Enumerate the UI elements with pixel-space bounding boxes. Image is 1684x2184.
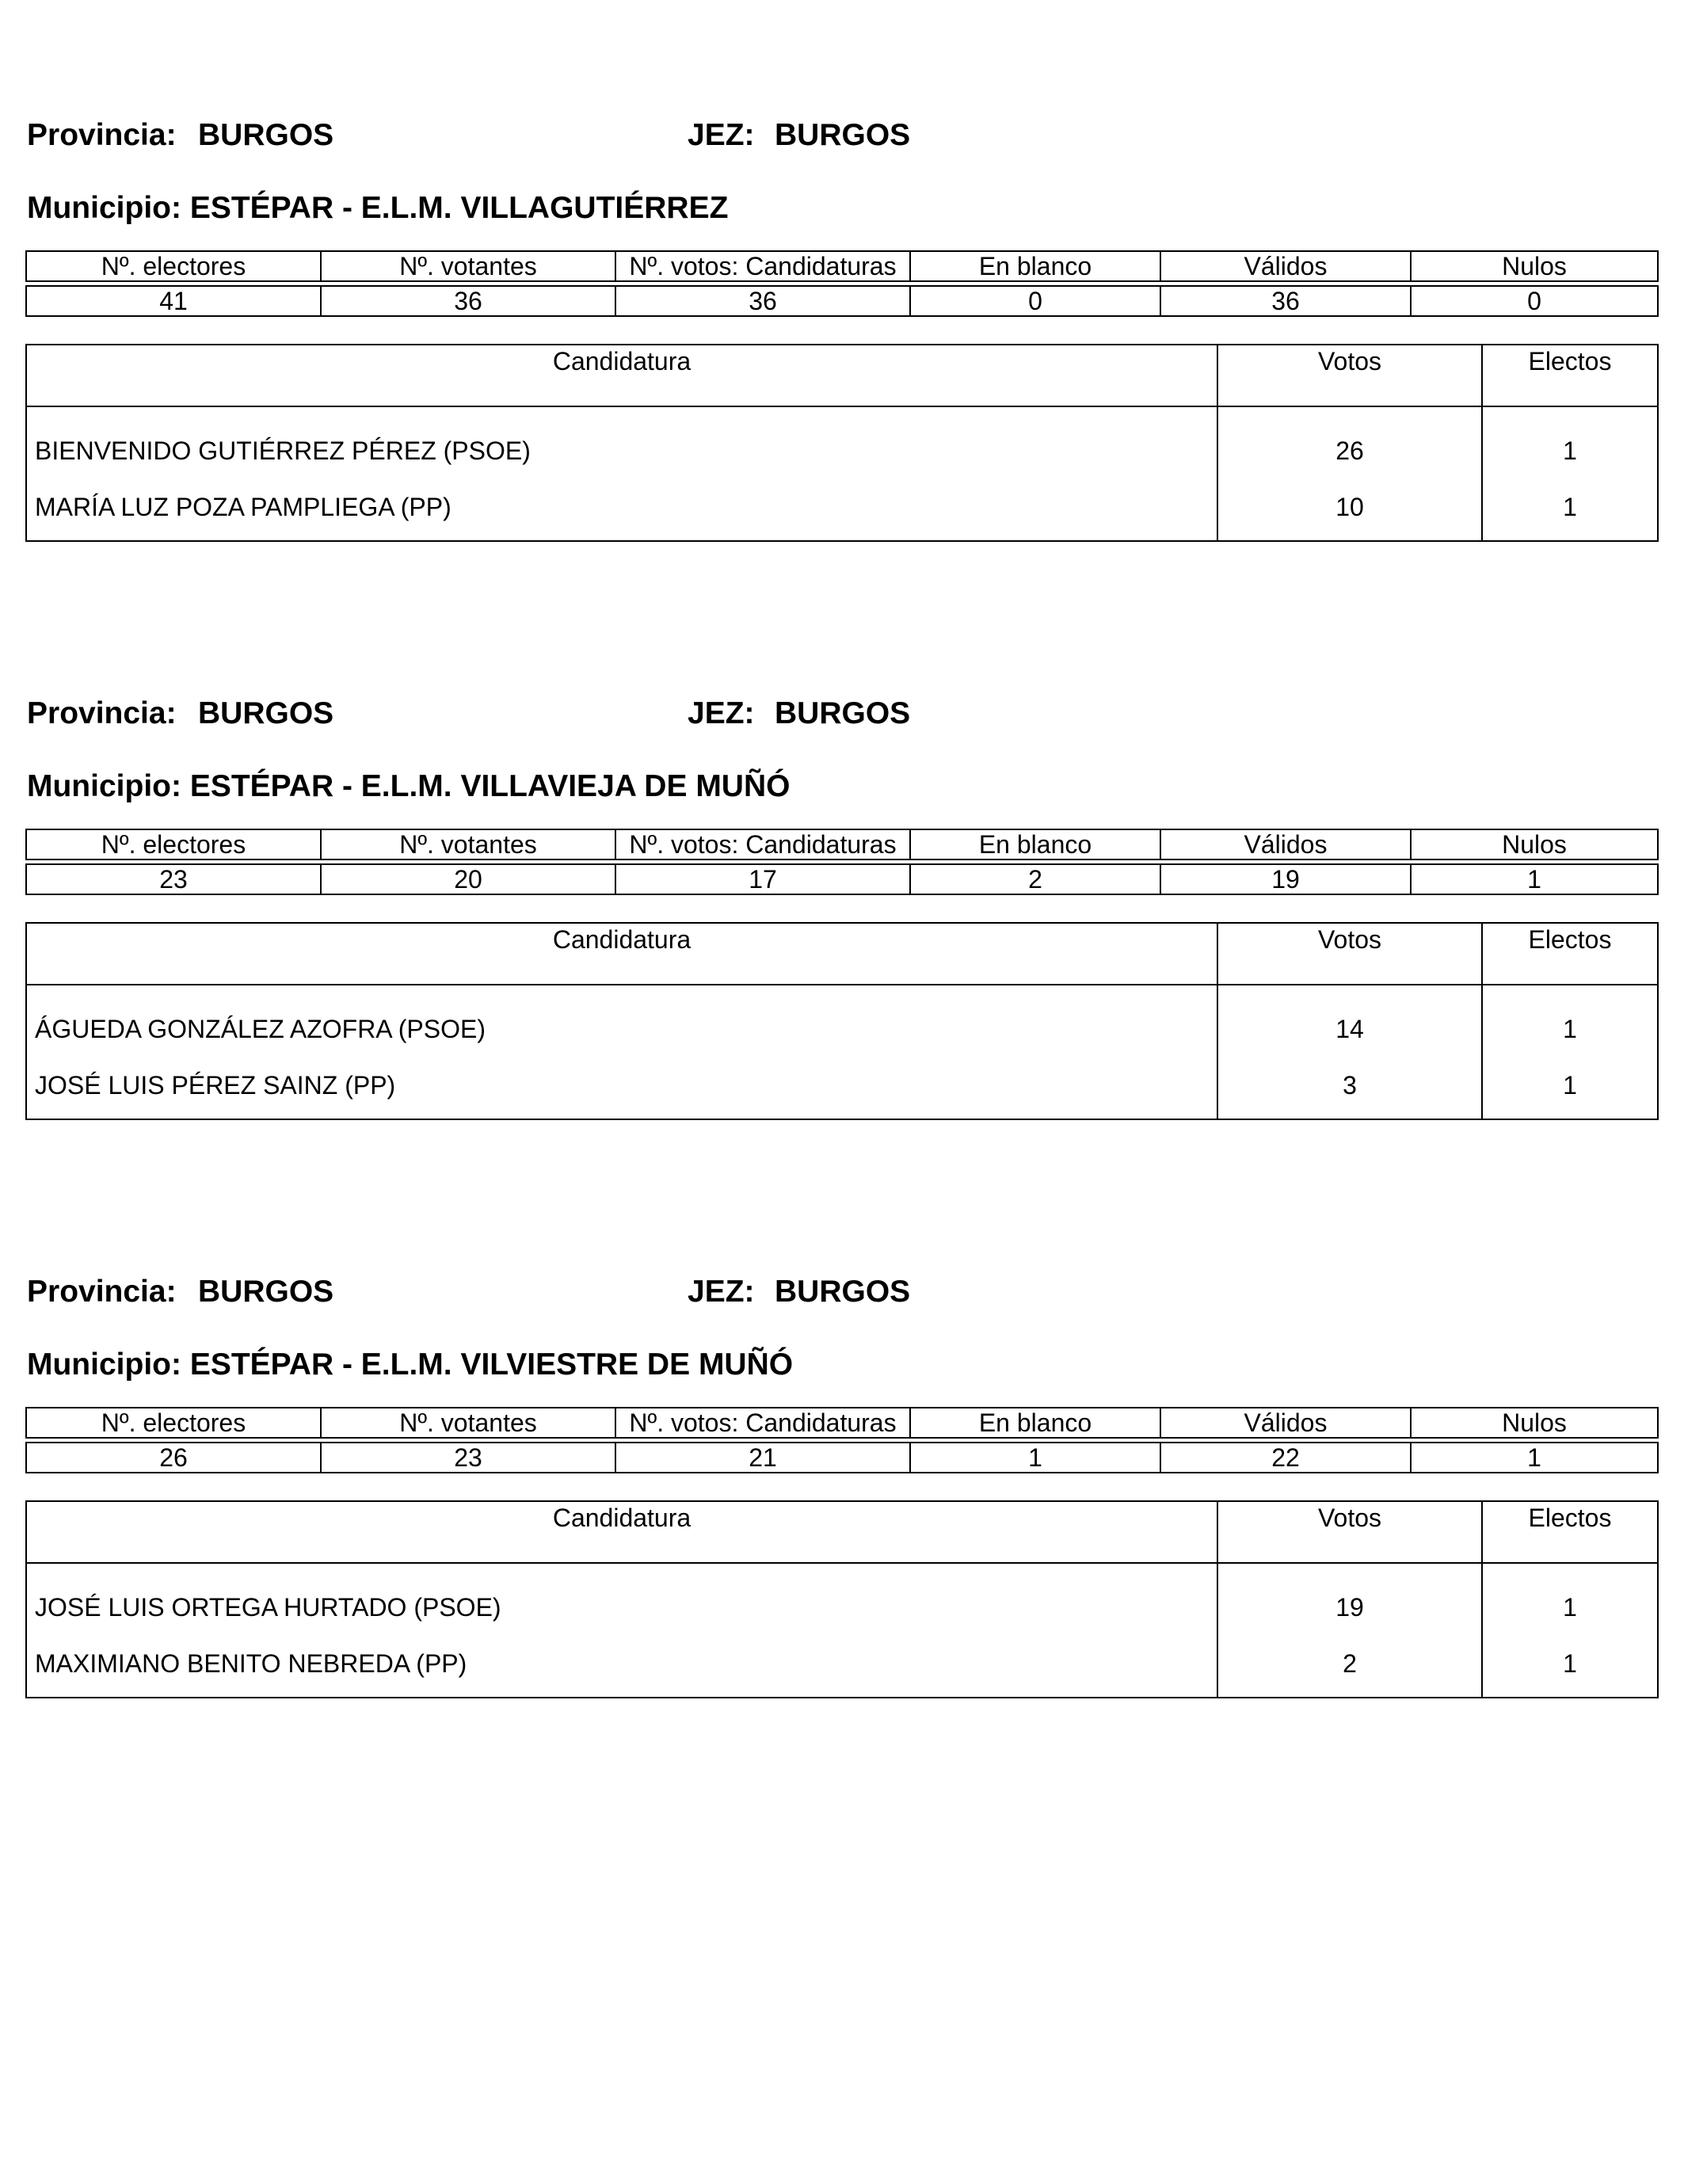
candidate-electos: 1 bbox=[1482, 474, 1658, 541]
stats-value-electores: 26 bbox=[26, 1443, 321, 1473]
table-row bbox=[26, 474, 1658, 541]
municipio-title bbox=[27, 1347, 793, 1383]
stats-header-row bbox=[26, 829, 1658, 859]
candidate-name: JOSÉ LUIS PÉREZ SAINZ (PP) bbox=[26, 1052, 1217, 1119]
stats-value-blanco: 0 bbox=[910, 286, 1160, 316]
header-line bbox=[25, 1274, 1657, 1321]
stats-header-electores: Nº. electores bbox=[26, 1408, 321, 1438]
stats-value-votantes: 20 bbox=[321, 864, 615, 894]
cand-header-electos: Electos bbox=[1482, 1501, 1658, 1563]
stats-header-electores: Nº. electores bbox=[26, 829, 321, 859]
stats-header-nulos: Nulos bbox=[1411, 251, 1658, 281]
candidate-votos: 10 bbox=[1217, 474, 1482, 541]
stats-value-candidaturas: 36 bbox=[615, 286, 910, 316]
candidate-electos: 1 bbox=[1482, 406, 1658, 474]
cand-header-votos: Votos bbox=[1217, 923, 1482, 985]
municipio-label: Municipio: bbox=[27, 191, 181, 225]
stats-header-blanco: En blanco bbox=[910, 251, 1160, 281]
jez-label: JEZ: bbox=[688, 118, 755, 152]
provincia-label: Provincia: bbox=[27, 118, 177, 152]
stats-value-blanco: 2 bbox=[910, 864, 1160, 894]
provincia-value: BURGOS bbox=[198, 118, 334, 152]
stats-header-validos: Válidos bbox=[1160, 251, 1411, 281]
stats-header-candidaturas: Nº. votos: Candidaturas bbox=[615, 251, 910, 281]
header-line bbox=[25, 117, 1657, 165]
stats-header-votantes: Nº. votantes bbox=[321, 829, 615, 859]
stats-header-candidaturas: Nº. votos: Candidaturas bbox=[615, 1408, 910, 1438]
stats-table bbox=[25, 250, 1659, 317]
table-row bbox=[26, 406, 1658, 474]
stats-header-blanco: En blanco bbox=[910, 1408, 1160, 1438]
cand-header-votos: Votos bbox=[1217, 1501, 1482, 1563]
table-row bbox=[26, 1630, 1658, 1698]
candidates-table bbox=[25, 922, 1659, 1120]
cand-header-candidatura: Candidatura bbox=[26, 923, 1217, 985]
stats-value-electores: 41 bbox=[26, 286, 321, 316]
candidates-table bbox=[25, 344, 1659, 542]
candidate-votos: 19 bbox=[1217, 1563, 1482, 1630]
municipio-value: ESTÉPAR - E.L.M. VILVIESTRE DE MUÑÓ bbox=[189, 1347, 794, 1382]
stats-header-nulos: Nulos bbox=[1411, 829, 1658, 859]
jez-label: JEZ: bbox=[688, 1275, 755, 1309]
stats-header-electores: Nº. electores bbox=[26, 251, 321, 281]
candidates-header-row bbox=[26, 1501, 1658, 1563]
stats-header-row bbox=[26, 251, 1658, 281]
stats-value-votantes: 23 bbox=[321, 1443, 615, 1473]
cand-header-candidatura: Candidatura bbox=[26, 1501, 1217, 1563]
cand-header-votos: Votos bbox=[1217, 345, 1482, 406]
jez-value: BURGOS bbox=[775, 118, 911, 152]
stats-value-row bbox=[26, 864, 1658, 894]
stats-header-validos: Válidos bbox=[1160, 1408, 1411, 1438]
stats-value-votantes: 36 bbox=[321, 286, 615, 316]
cand-header-candidatura: Candidatura bbox=[26, 345, 1217, 406]
candidate-name: BIENVENIDO GUTIÉRREZ PÉREZ (PSOE) bbox=[26, 406, 1217, 474]
stats-value-row bbox=[26, 286, 1658, 316]
candidate-name: MARÍA LUZ POZA PAMPLIEGA (PP) bbox=[26, 474, 1217, 541]
jez-value: BURGOS bbox=[775, 1275, 911, 1309]
candidate-name: MAXIMIANO BENITO NEBREDA (PP) bbox=[26, 1630, 1217, 1698]
provincia-label: Provincia: bbox=[27, 696, 177, 730]
stats-header-candidaturas: Nº. votos: Candidaturas bbox=[615, 829, 910, 859]
municipio-title bbox=[27, 190, 728, 227]
stats-value-candidaturas: 21 bbox=[615, 1443, 910, 1473]
stats-header-validos: Válidos bbox=[1160, 829, 1411, 859]
candidate-name: ÁGUEDA GONZÁLEZ AZOFRA (PSOE) bbox=[26, 985, 1217, 1052]
municipio-value: ESTÉPAR - E.L.M. VILLAVIEJA DE MUÑÓ bbox=[189, 769, 791, 803]
stats-header-votantes: Nº. votantes bbox=[321, 251, 615, 281]
candidates-header-row bbox=[26, 345, 1658, 406]
candidate-electos: 1 bbox=[1482, 1052, 1658, 1119]
provincia-label: Provincia: bbox=[27, 1275, 177, 1309]
municipio-value: ESTÉPAR - E.L.M. VILLAGUTIÉRREZ bbox=[189, 191, 729, 225]
municipio-label: Municipio: bbox=[27, 769, 181, 803]
candidate-votos: 2 bbox=[1217, 1630, 1482, 1698]
candidate-name: JOSÉ LUIS ORTEGA HURTADO (PSOE) bbox=[26, 1563, 1217, 1630]
stats-value-validos: 36 bbox=[1160, 286, 1411, 316]
stats-value-candidaturas: 17 bbox=[615, 864, 910, 894]
provincia-value: BURGOS bbox=[198, 1275, 334, 1309]
stats-header-votantes: Nº. votantes bbox=[321, 1408, 615, 1438]
stats-header-nulos: Nulos bbox=[1411, 1408, 1658, 1438]
stats-header-blanco: En blanco bbox=[910, 829, 1160, 859]
municipio-label: Municipio: bbox=[27, 1347, 181, 1382]
candidate-electos: 1 bbox=[1482, 1630, 1658, 1698]
stats-value-nulos: 1 bbox=[1411, 1443, 1658, 1473]
header-line bbox=[25, 696, 1657, 743]
provincia-value: BURGOS bbox=[198, 696, 334, 730]
candidate-votos: 26 bbox=[1217, 406, 1482, 474]
candidate-electos: 1 bbox=[1482, 1563, 1658, 1630]
stats-value-validos: 22 bbox=[1160, 1443, 1411, 1473]
jez-value: BURGOS bbox=[775, 696, 911, 730]
stats-value-blanco: 1 bbox=[910, 1443, 1160, 1473]
cand-header-electos: Electos bbox=[1482, 923, 1658, 985]
stats-value-nulos: 1 bbox=[1411, 864, 1658, 894]
candidate-electos: 1 bbox=[1482, 985, 1658, 1052]
stats-table bbox=[25, 829, 1659, 895]
stats-value-electores: 23 bbox=[26, 864, 321, 894]
table-row bbox=[26, 985, 1658, 1052]
stats-header-row bbox=[26, 1408, 1658, 1438]
candidates-table bbox=[25, 1500, 1659, 1698]
stats-value-row bbox=[26, 1443, 1658, 1473]
stats-value-validos: 19 bbox=[1160, 864, 1411, 894]
candidates-header-row bbox=[26, 923, 1658, 985]
candidate-votos: 3 bbox=[1217, 1052, 1482, 1119]
jez-label: JEZ: bbox=[688, 696, 755, 730]
candidate-votos: 14 bbox=[1217, 985, 1482, 1052]
table-row bbox=[26, 1563, 1658, 1630]
table-row bbox=[26, 1052, 1658, 1119]
stats-table bbox=[25, 1407, 1659, 1473]
municipio-title bbox=[27, 768, 790, 805]
cand-header-electos: Electos bbox=[1482, 345, 1658, 406]
stats-value-nulos: 0 bbox=[1411, 286, 1658, 316]
